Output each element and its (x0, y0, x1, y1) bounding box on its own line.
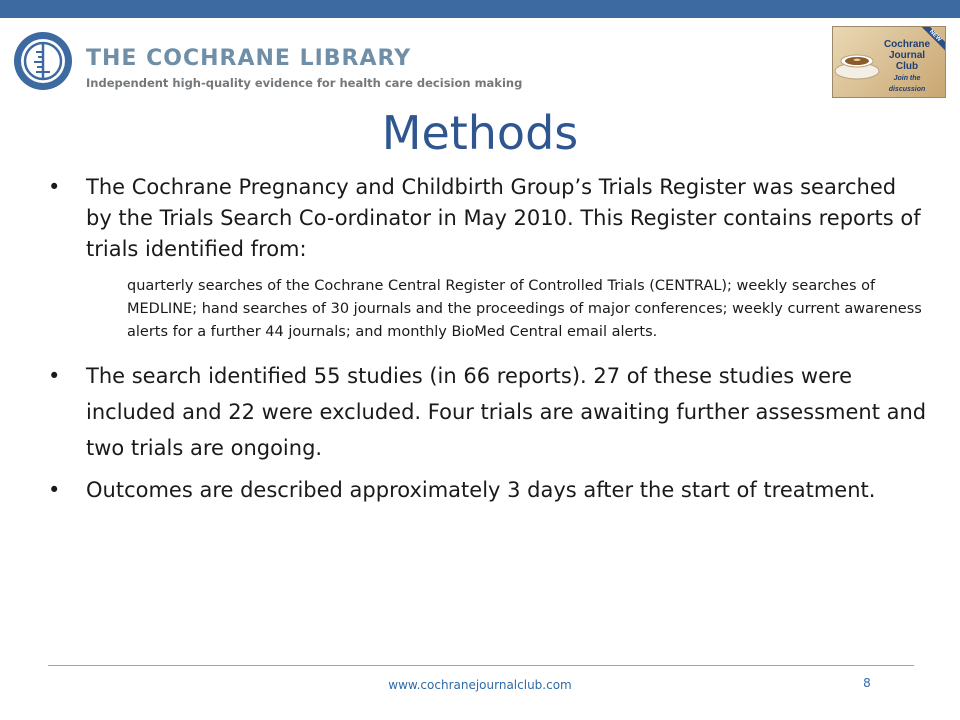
bullet-text: The search identified 55 studies (in 66 reports). 27 of these studies were included and 22 were excluded. Four trials are awaiting further assessment and two trials are ongoing. (86, 364, 927, 460)
bullet-text: The Cochrane Pregnancy and Childbirth Group’s Trials Register was searched by the Trials Search Co-ordinator in May 2010. This Register contains reports of trials identified from: (86, 175, 921, 261)
bullet-dot: • (48, 175, 61, 199)
journal-club-badge[interactable] (832, 26, 946, 98)
top-accent-bar (0, 0, 960, 18)
bullet-dot: • (48, 364, 61, 388)
slide-title: Methods (381, 106, 579, 160)
brand-tagline: Independent high-quality evidence for health care decision making (86, 76, 523, 90)
page-number: 8 (863, 676, 871, 690)
slide-body (48, 172, 928, 508)
bullet-item (48, 172, 928, 265)
footer-url-link[interactable]: www.cochranejournalclub.com (388, 678, 572, 692)
badge-subtitle: Join the discussion (888, 75, 926, 93)
bullet-item (48, 472, 928, 508)
brand-name: THE COCHRANE LIBRARY (86, 46, 412, 71)
bullet-text: Outcomes are described approximately 3 days after the start of treatment. (86, 478, 876, 502)
bullet-dot: • (48, 478, 61, 502)
sub-paragraph: quarterly searches of the Cochrane Central Register of Controlled Trials (CENTRAL); weekly searches of MEDLINE; hand searches of 30 journals and the proceedings of major conferences; weekly current awareness alerts for a further 44 journals; and monthly BioMed Central email alerts. (127, 278, 922, 340)
new-ribbon: NEW (916, 26, 946, 55)
badge-title: Cochrane Journal Club (883, 39, 931, 72)
cochrane-logo-icon (12, 30, 74, 92)
footer-divider (48, 665, 914, 666)
bullet-item (48, 358, 928, 466)
badge-text (879, 39, 935, 95)
